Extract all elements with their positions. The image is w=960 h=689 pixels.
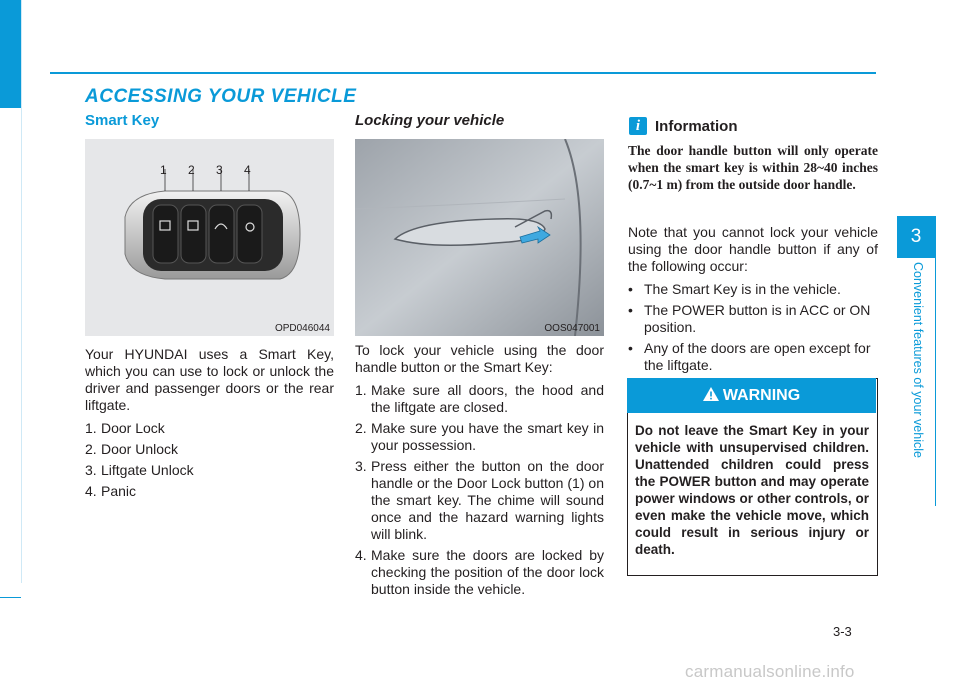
section-title: ACCESSING YOUR VEHICLE: [85, 86, 357, 107]
chapter-title: Convenient features of your vehicle: [911, 262, 925, 458]
warning-header: [627, 378, 876, 413]
locking-heading: Locking your vehicle: [355, 112, 505, 129]
button-number-3: 3: [216, 163, 223, 177]
image-caption: OPD046044: [274, 323, 330, 334]
chapter-tab: 3: [897, 216, 935, 258]
side-rule: [935, 216, 936, 506]
locking-text: [355, 342, 604, 598]
watermark: carmanualsonline.info: [685, 662, 855, 681]
bullet-item: • Any of the doors are open except for the liftgate.: [628, 340, 871, 373]
list-item: 3. Liftgate Unlock: [85, 462, 194, 478]
smart-key-illustration: [85, 139, 334, 336]
door-handle-illustration: [355, 139, 604, 336]
step-item: 3. Press either the button on the door handle or the Door Lock button (1) on the smart key. The chime will sound once and the hazard warning lights will blink.: [355, 458, 604, 542]
button-number-4: 4: [244, 163, 251, 177]
smart-key-paragraph: Your HYUNDAI uses a Smart Key, which you can use to lock or unlock the driver and passenger doors or the rear liftgate.: [85, 346, 334, 413]
header-rule: [50, 72, 876, 74]
locking-paragraph: To lock your vehicle using the door handle button or the Smart Key:: [355, 342, 604, 375]
warning-icon: [703, 387, 719, 401]
bullet-item: • The POWER button is in ACC or ON position.: [628, 302, 871, 335]
smart-key-text: [85, 346, 334, 500]
step-item: 4. Make sure the doors are locked by checking the position of the door lock button inside the vehicle.: [355, 547, 604, 597]
info-title: Information: [655, 118, 738, 135]
button-number-1: 1: [160, 163, 167, 177]
button-number-2: 2: [188, 163, 195, 177]
list-item: 2. Door Unlock: [85, 441, 179, 457]
warning-text: Do not leave the Smart Key in your vehicle with unsupervised children. Unattended children could press the POWER button and may operate power windows or other controls, or even make the vehicle move, which could result in serious injury or death.: [635, 423, 869, 557]
page-number: 3-3: [833, 624, 852, 639]
list-item: 4. Panic: [85, 483, 137, 499]
info-bold-text: The door handle button will only operate when the smart key is within 28~40 inches (0.7~1 m) from the outside door handle.: [628, 143, 878, 192]
image-caption: OOS047001: [544, 323, 600, 334]
smart-key-figure: [85, 139, 334, 336]
bullet-item: • The Smart Key is in the vehicle.: [628, 281, 841, 297]
left-bottom-rule: [0, 597, 21, 598]
left-margin-line: [21, 0, 22, 583]
step-item: 1. Make sure all doors, the hood and the liftgate are closed.: [355, 382, 604, 415]
step-item: 2. Make sure you have the smart key in your possession.: [355, 420, 604, 453]
list-item: 1. Door Lock: [85, 420, 165, 436]
warning-title: WARNING: [722, 387, 801, 404]
info-note: [628, 224, 878, 374]
left-edge-bar: [0, 0, 21, 108]
smart-key-heading: Smart Key: [85, 112, 160, 129]
note-paragraph: Note that you cannot lock your vehicle using the door handle button if any of the following occur:: [628, 224, 878, 274]
door-handle-figure: [355, 139, 604, 336]
info-icon: i: [629, 117, 647, 135]
